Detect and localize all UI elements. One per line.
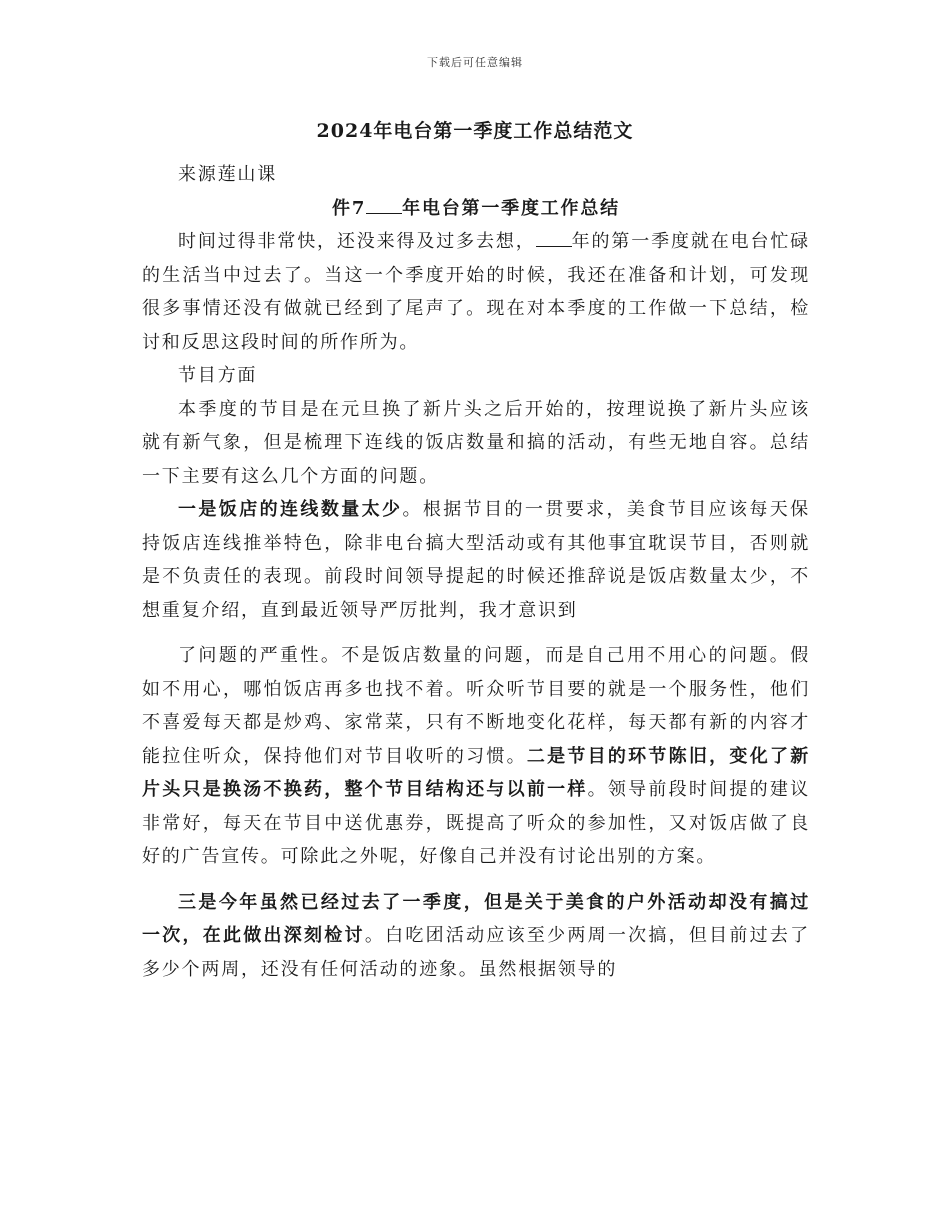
point-two-heading: 二是节目的环节陈旧，变化了新片头只是换汤不换药，整个节目结构还与以前一样: [142, 745, 811, 800]
document-body: [142, 158, 810, 986]
blank-underline: [366, 195, 402, 214]
document-title: 2024年电台第一季度工作总结范文: [316, 120, 634, 142]
paragraph-overview: 本季度的节目是在元旦换了新片头之后开始的，按理说换了新片头应该就有新气象，但是梳理下连线的饭店数量和搞的活动，有些无地自容。总结一下主要有这么几个方面的问题。: [142, 398, 810, 487]
point-two-text: 。领导前段时间提的建议非常好，每天在节目中送优惠券，既提高了听众的参加性，又对饭店做了良好的广告宣传。可除此之外呢，好像自己并没有讨论出别的方案。: [142, 779, 810, 867]
page-header: 下载后可任意编辑: [427, 56, 523, 69]
paragraph-intro-end: 年的第一季度就在电台忙碌的生活当中过去了。当这一个季度开始的时候，我还在准备和计划，可发现很多事情还没有做就已经到了尾声了。现在对本季度的工作做一下总结，检讨和反思这段时间的所作所为。: [142, 231, 810, 353]
subtitle-suffix: 年电台第一季度工作总结: [402, 197, 620, 219]
point-one-heading: 一是饭店的连线数量太少: [178, 499, 403, 520]
point-one-text: 。根据节目的一贯要求，美食节目应该每天保持饭店连线推举特色，除非电台搞大型活动或有其他事宜耽误节目，否则就是不负责任的表现。前段时间领导提起的时候还推辞说是饭店数量太少，不想重复介绍，直到最近领导严厉批判，我才意识到: [142, 499, 810, 621]
paragraph-intro: [142, 225, 810, 359]
point-three-text: 。白吃团活动应该至少两周一次搞，但目前过去了多少个两周，还没有任何活动的迹象。虽然根据领导的: [142, 925, 810, 980]
subtitle-prefix: 件7: [332, 197, 367, 219]
point-three-heading: 三是今年虽然已经过去了一季度，但是关于美食的户外活动却没有搞过一次，在此做出深刻检讨: [142, 891, 810, 946]
continued-text: 了问题的严重性。不是饭店数量的问题，而是自己用不用心的问题。假如不用心，哪怕饭店再多也找不着。听众听节目要的就是一个服务性，他们不喜爱每天都是炒鸡、家常菜，只有不断地变化花样，每天都有新的内容才能拉住听众，保持他们对节目收听的习惯。: [142, 645, 810, 767]
paragraph-point-one: [142, 493, 810, 627]
paragraph-intro-start: 时间过得非常快，还没来得及过多去想，: [178, 231, 536, 252]
paragraph-continued: [142, 639, 810, 874]
section-heading-program: 节目方面: [178, 365, 258, 386]
paragraph-point-three: [142, 886, 810, 987]
subtitle: [142, 192, 810, 226]
blank-underline: [536, 228, 572, 247]
source-line: 来源莲山课: [178, 164, 277, 185]
